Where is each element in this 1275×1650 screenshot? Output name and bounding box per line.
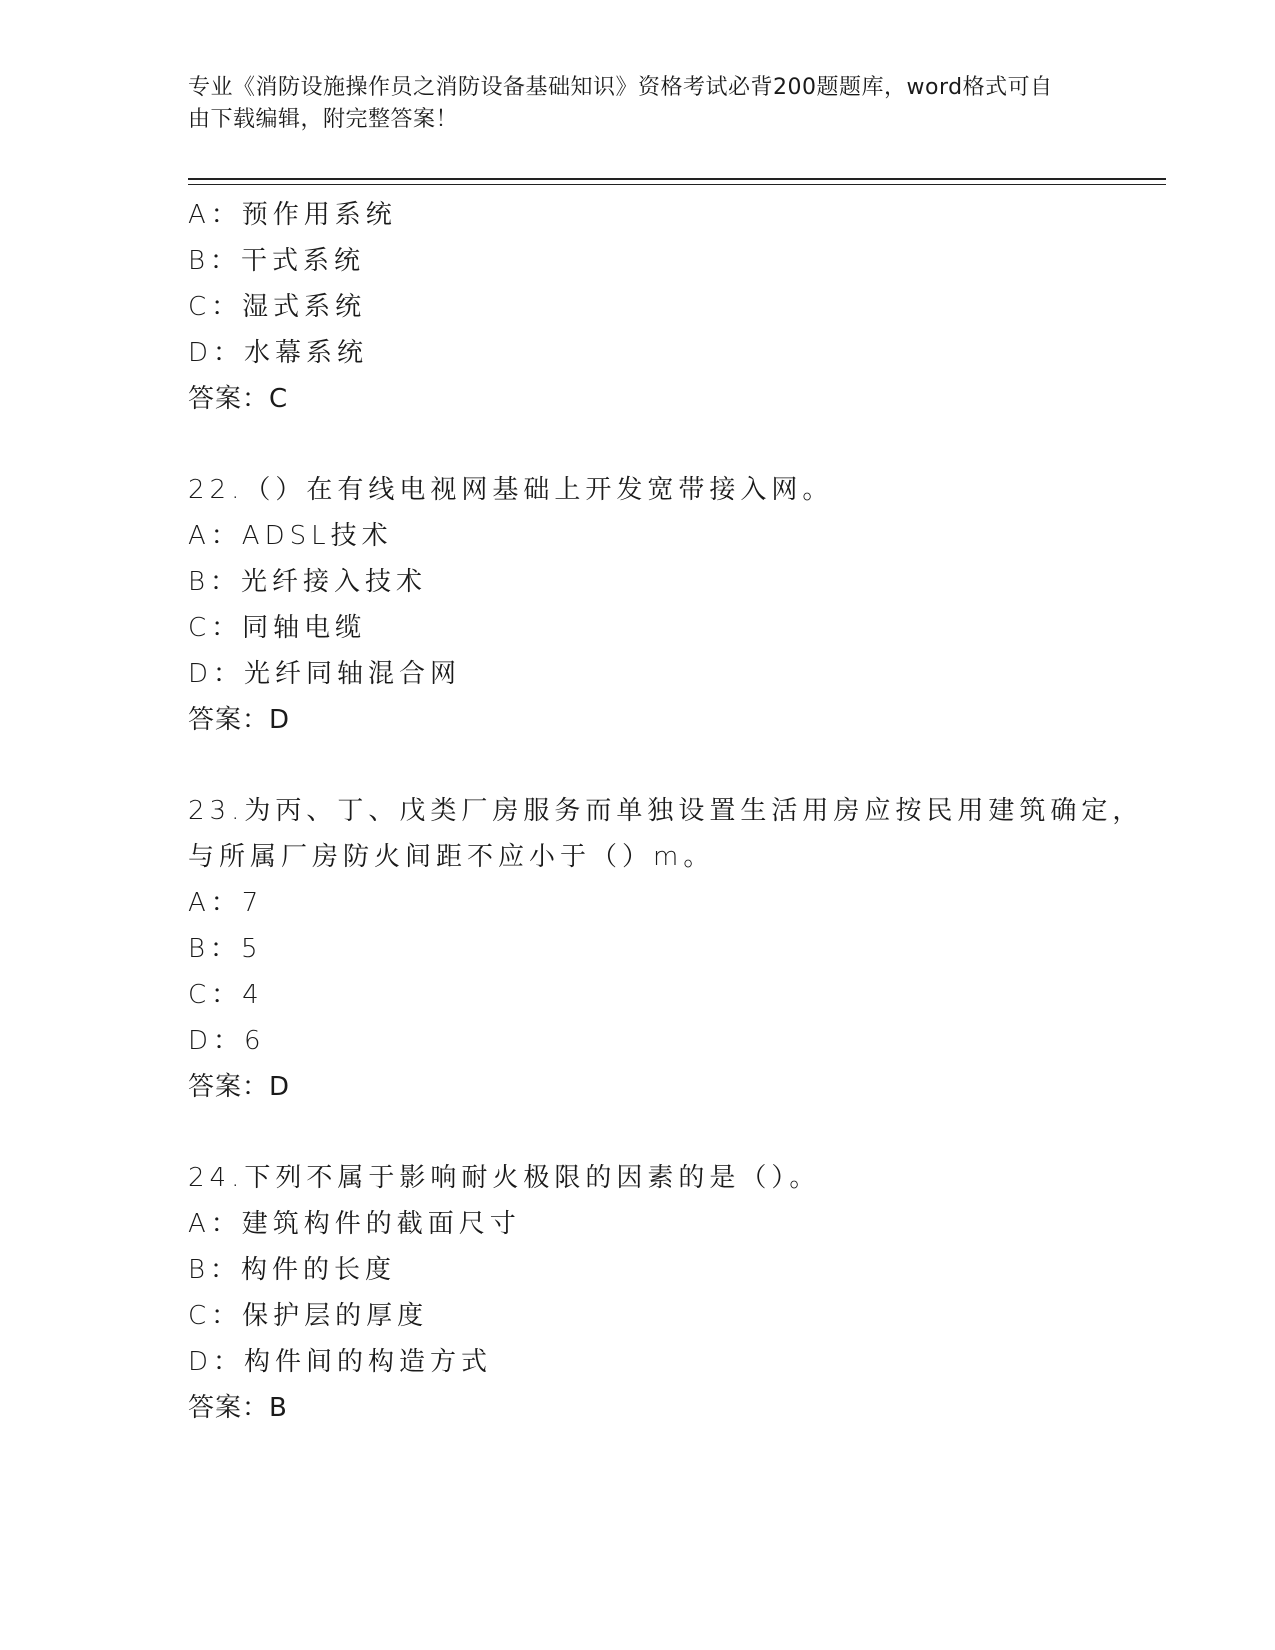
question-block — [188, 192, 1148, 422]
option-b: B：光纤接入技术 — [188, 567, 428, 597]
option-c: C：保护层的厚度 — [188, 1301, 429, 1331]
answer-line: 答案：B — [188, 1393, 288, 1423]
question-block — [188, 788, 1148, 1110]
option-d: D：水幕系统 — [188, 338, 369, 368]
question-stem: 22.（）在有线电视网基础上开发宽带接入网。 — [188, 475, 834, 505]
answer-line: 答案：D — [188, 1072, 291, 1102]
option-a: A：ADSL技术 — [188, 521, 393, 551]
question-list — [188, 192, 1148, 1431]
option-c: C：4 — [188, 980, 264, 1010]
header-divider — [188, 178, 1166, 180]
question-block — [188, 1155, 1148, 1431]
question-stem-continued: 与所属厂房防火间距不应小于（）m。 — [188, 842, 715, 872]
question-stem: 23.为丙、丁、戊类厂房服务而单独设置生活用房应按民用建筑确定， — [188, 796, 1144, 826]
option-b: B：构件的长度 — [188, 1255, 397, 1285]
document-header: 专业《消防设施操作员之消防设备基础知识》资格考试必背200题题库，word格式可自由下载编辑，附完整答案！ — [188, 75, 1053, 132]
option-a: A：预作用系统 — [188, 200, 397, 230]
question-stem: 24.下列不属于影响耐火极限的因素的是（）。 — [188, 1163, 821, 1193]
option-b: B：5 — [188, 934, 263, 964]
question-block — [188, 467, 1148, 743]
option-d: D：6 — [188, 1026, 266, 1056]
answer-line: 答案：D — [188, 705, 291, 735]
option-d: D：构件间的构造方式 — [188, 1347, 493, 1377]
header-divider-thin — [188, 184, 1166, 185]
option-b: B：干式系统 — [188, 246, 366, 276]
answer-line: 答案：C — [188, 384, 289, 414]
option-a: A：7 — [188, 888, 264, 918]
option-c: C：湿式系统 — [188, 292, 367, 322]
option-d: D：光纤同轴混合网 — [188, 659, 462, 689]
option-c: C：同轴电缆 — [188, 613, 367, 643]
option-a: A：建筑构件的截面尺寸 — [188, 1209, 521, 1239]
